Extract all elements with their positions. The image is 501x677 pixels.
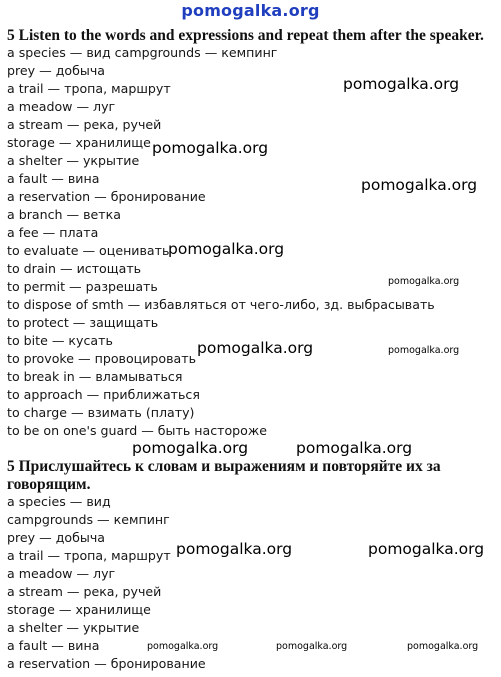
vocab-line: storage — хранилище	[7, 602, 151, 617]
watermark: pomogalka.org	[407, 641, 479, 652]
watermark: pomogalka.org	[368, 540, 485, 558]
vocab-line: a reservation — бронирование	[7, 656, 206, 671]
vocab-line: storage — хранилище	[7, 135, 151, 150]
vocab-line: to bite — кусать	[7, 333, 113, 348]
vocab-line: a fee — плата	[7, 225, 99, 240]
vocab-line: prey — добыча	[7, 530, 105, 545]
watermark: pomogalka.org	[388, 276, 460, 287]
vocab-line: to be on one's guard — быть настороже	[7, 423, 267, 438]
vocab-line: to drain — истощать	[7, 261, 142, 276]
watermark: pomogalka.org	[168, 240, 285, 258]
vocab-line: a species — вид	[7, 494, 111, 509]
vocab-line: a stream — река, ручей	[7, 117, 162, 132]
vocab-line: a meadow — луг	[7, 566, 116, 581]
watermark: pomogalka.org	[276, 641, 348, 652]
watermark: pomogalka.org	[388, 345, 460, 356]
vocab-line: a shelter — укрытие	[7, 620, 140, 635]
vocab-line: prey — добыча	[7, 63, 105, 78]
vocab-line: to protect — защищать	[7, 315, 159, 330]
watermark: pomogalka.org	[361, 176, 478, 194]
vocab-line: to break in — вламываться	[7, 369, 183, 384]
vocab-line: a fault — вина	[7, 638, 100, 653]
vocab-line: to charge — взимать (плату)	[7, 405, 195, 420]
watermark: pomogalka.org	[296, 439, 413, 457]
vocab-line: a meadow — луг	[7, 99, 116, 114]
section-heading-ru: 5 Прислушайтесь к словам и выражениям и повторяйте их за говорящим.	[7, 458, 441, 493]
watermark: pomogalka.org	[176, 540, 293, 558]
watermark: pomogalka.org	[343, 75, 460, 93]
vocab-line: campgrounds — кемпинг	[7, 512, 170, 527]
vocab-line: a fault — вина	[7, 171, 100, 186]
vocab-line: a trail — тропа, маршрут	[7, 548, 171, 563]
vocab-line: to evaluate — оценивать	[7, 243, 170, 258]
vocab-line: a stream — река, ручей	[7, 584, 162, 599]
section-heading-en: 5 Listen to the words and expressions and repeat them after the speaker.	[7, 27, 484, 44]
watermark: pomogalka.org	[132, 439, 249, 457]
watermark: pomogalka.org	[147, 641, 219, 652]
vocab-line: to dispose of smth — избавляться от чего-либо, зд. выбрасывать	[7, 297, 435, 312]
vocab-line: to provoke — провоцировать	[7, 351, 197, 366]
vocab-line: to approach — приближаться	[7, 387, 200, 402]
vocab-line: a reservation — бронирование	[7, 189, 206, 204]
vocab-line: to permit — разрешать	[7, 279, 158, 294]
watermark: pomogalka.org	[197, 339, 314, 357]
watermark: pomogalka.org	[152, 139, 269, 157]
vocab-line: a branch — ветка	[7, 207, 121, 222]
header-watermark: pomogalka.org	[181, 1, 320, 20]
vocab-line: a species — вид campgrounds — кемпинг	[7, 45, 278, 60]
vocab-line: a trail — тропа, маршрут	[7, 81, 171, 96]
vocab-line: a shelter — укрытие	[7, 153, 140, 168]
